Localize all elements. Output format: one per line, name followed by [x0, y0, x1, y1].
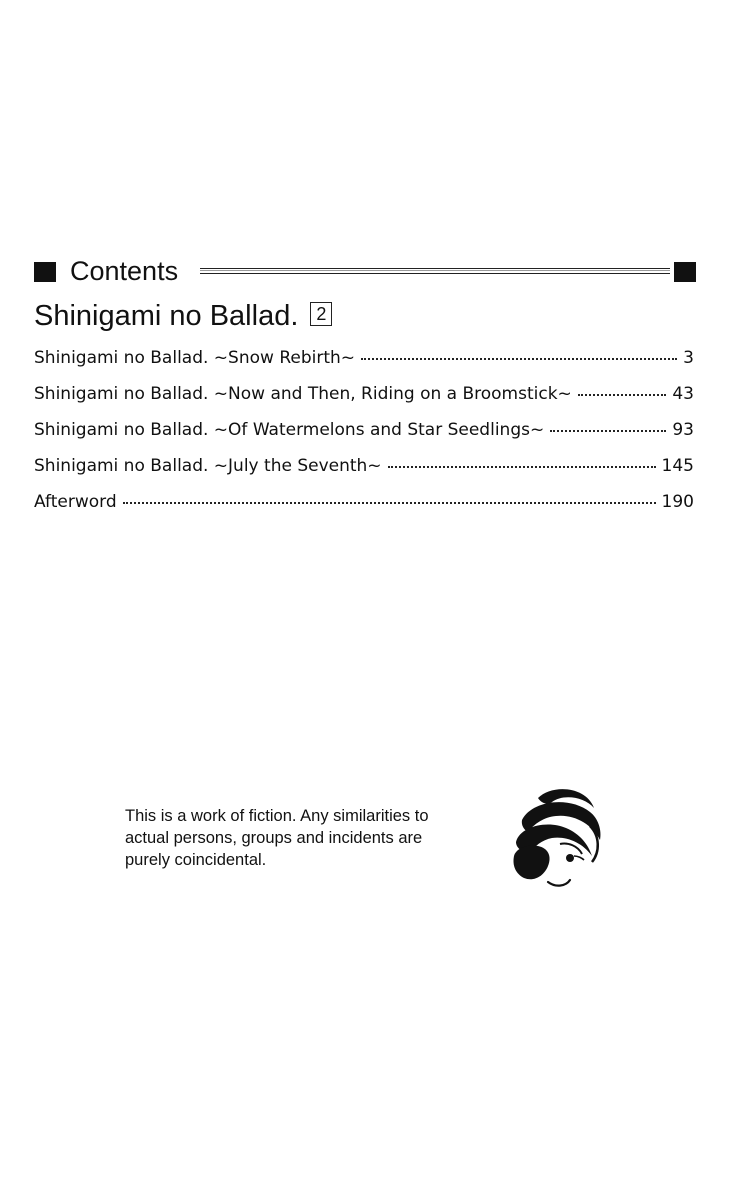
- toc-entry-page: 3: [683, 348, 694, 368]
- toc-entry-page: 190: [661, 492, 694, 512]
- volume-title-text: Shinigami no Ballad.: [34, 299, 299, 332]
- toc-entry[interactable]: [34, 384, 694, 420]
- table-of-contents: [34, 348, 694, 528]
- toc-dot-leader: [123, 502, 656, 504]
- disclaimer-line: purely coincidental.: [125, 851, 267, 869]
- toc-entry-page: 93: [672, 420, 694, 440]
- toc-dot-leader: [550, 430, 666, 432]
- volume-title: [34, 298, 332, 334]
- header-rule: [200, 268, 670, 274]
- toc-dot-leader: [388, 466, 656, 468]
- toc-entry-page: 43: [672, 384, 694, 404]
- toc-entry-page: 145: [661, 456, 694, 476]
- header-square-right-icon: [674, 262, 696, 282]
- publisher-logo-icon: [508, 786, 604, 892]
- toc-entry-title: Shinigami no Ballad. ~Now and Then, Riding on a Broomstick~: [34, 384, 572, 404]
- toc-entry-title: Afterword: [34, 492, 117, 512]
- toc-entry[interactable]: [34, 420, 694, 456]
- toc-entry-title: Shinigami no Ballad. ~July the Seventh~: [34, 456, 382, 476]
- toc-entry-title: Shinigami no Ballad. ~Snow Rebirth~: [34, 348, 356, 368]
- disclaimer-line: This is a work of fiction. Any similarities to: [125, 807, 429, 825]
- toc-dot-leader: [578, 394, 667, 396]
- toc-entry[interactable]: [34, 456, 694, 492]
- header-square-left-icon: [34, 262, 56, 282]
- contents-header: [34, 256, 696, 286]
- toc-entry-title: Shinigami no Ballad. ~Of Watermelons and Star Seedlings~: [34, 420, 545, 440]
- toc-entry[interactable]: [34, 348, 694, 384]
- fiction-disclaimer: [125, 805, 475, 871]
- toc-entry[interactable]: [34, 492, 694, 528]
- volume-number-badge: 2: [310, 302, 332, 326]
- toc-dot-leader: [361, 358, 677, 360]
- contents-title: Contents: [70, 256, 179, 286]
- disclaimer-line: actual persons, groups and incidents are: [125, 829, 423, 847]
